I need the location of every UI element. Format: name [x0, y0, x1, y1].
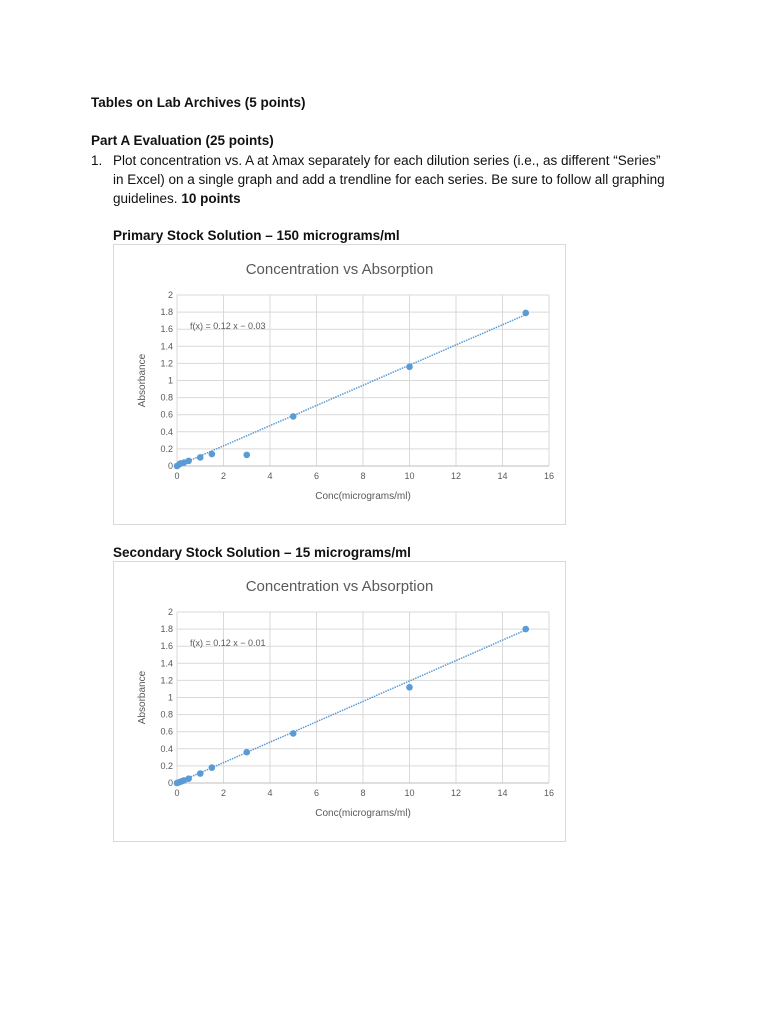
- x-tick-label: 10: [404, 788, 415, 798]
- y-tick-label: 2: [167, 290, 173, 300]
- y-tick-label: 0.6: [160, 726, 173, 737]
- chart-svg: [114, 245, 565, 524]
- data-point: [406, 684, 413, 691]
- data-point: [197, 770, 204, 777]
- data-point: [185, 458, 192, 465]
- y-tick-label: 1: [167, 692, 173, 703]
- heading-lab-archives: Tables on Lab Archives (5 points): [91, 95, 306, 110]
- x-axis-label: Conc(micrograms/ml): [315, 491, 411, 502]
- y-tick-label: 1.6: [160, 641, 173, 652]
- x-tick-label: 8: [360, 471, 366, 481]
- y-tick-label: 1: [167, 375, 173, 386]
- instruction-line-2: in Excel) on a single graph and add a trendline for each series. Be sure to follow all graphing: [113, 172, 665, 187]
- data-point: [290, 730, 297, 737]
- chart-title: Concentration vs Absorption: [245, 261, 434, 278]
- y-tick-label: 2: [167, 607, 173, 617]
- x-tick-label: 16: [543, 471, 555, 481]
- y-tick-label: 0.2: [160, 443, 173, 454]
- x-tick-label: 14: [497, 788, 508, 798]
- x-tick-label: 12: [450, 471, 462, 481]
- y-tick-label: 0.4: [160, 426, 173, 437]
- trendline: [177, 315, 526, 466]
- y-tick-label: 1.2: [160, 675, 173, 686]
- x-tick-label: 8: [360, 788, 366, 798]
- y-axis-label: Absorbance: [137, 353, 148, 408]
- y-tick-label: 0.8: [160, 392, 173, 403]
- list-number: 1.: [91, 153, 103, 168]
- chart-primary-stock: [113, 244, 566, 525]
- y-tick-label: 0: [167, 461, 173, 471]
- instruction-line-1: Plot concentration vs. A at λmax separately for each dilution series (i.e., as different “Series”: [113, 153, 661, 168]
- chart-title: Concentration vs Absorption: [245, 578, 434, 595]
- y-tick-label: 0.2: [160, 760, 173, 771]
- points-label: 10 points: [181, 191, 241, 206]
- x-tick-label: 2: [220, 471, 227, 481]
- trendline-equation: f(x) = 0.12 x − 0.01: [190, 638, 266, 648]
- chart-svg: [114, 562, 565, 841]
- x-tick-label: 14: [497, 471, 508, 481]
- data-point: [209, 764, 216, 771]
- data-point: [406, 364, 413, 371]
- instruction-line-3: [113, 191, 241, 206]
- data-point: [290, 413, 297, 420]
- y-tick-label: 1.6: [160, 324, 173, 335]
- y-tick-label: 0.4: [160, 743, 173, 754]
- x-tick-label: 0: [174, 788, 180, 798]
- x-tick-label: 4: [267, 471, 273, 481]
- y-tick-label: 0.6: [160, 409, 173, 420]
- trendline: [177, 630, 526, 783]
- x-axis-label: Conc(micrograms/ml): [315, 808, 411, 819]
- x-tick-label: 4: [267, 788, 273, 798]
- instruction-text: guidelines.: [113, 191, 182, 206]
- x-tick-label: 6: [313, 788, 320, 798]
- x-tick-label: 10: [404, 471, 415, 481]
- y-tick-label: 1.4: [160, 341, 173, 352]
- y-axis-label: Absorbance: [137, 670, 148, 725]
- x-tick-label: 16: [543, 788, 555, 798]
- section-title-primary: Primary Stock Solution – 150 micrograms/ml: [113, 228, 400, 243]
- data-point: [522, 310, 529, 317]
- chart-secondary-stock: [113, 561, 566, 842]
- x-tick-label: 0: [174, 471, 180, 481]
- trendline-equation: f(x) = 0.12 x − 0.03: [190, 321, 266, 331]
- x-tick-label: 12: [450, 788, 462, 798]
- y-tick-label: 1.2: [160, 358, 173, 369]
- data-point: [185, 775, 192, 782]
- y-tick-label: 0: [167, 778, 173, 788]
- x-tick-label: 6: [313, 471, 320, 481]
- section-title-secondary: Secondary Stock Solution – 15 micrograms/ml: [113, 545, 411, 560]
- x-tick-label: 2: [220, 788, 227, 798]
- y-tick-label: 1.8: [160, 624, 173, 635]
- y-tick-label: 0.8: [160, 709, 173, 720]
- y-tick-label: 1.4: [160, 658, 173, 669]
- heading-part-a: Part A Evaluation (25 points): [91, 133, 274, 148]
- data-point: [209, 451, 216, 458]
- data-point: [243, 452, 250, 459]
- data-point: [197, 454, 204, 461]
- data-point: [243, 749, 250, 756]
- y-tick-label: 1.8: [160, 307, 173, 318]
- data-point: [522, 626, 529, 633]
